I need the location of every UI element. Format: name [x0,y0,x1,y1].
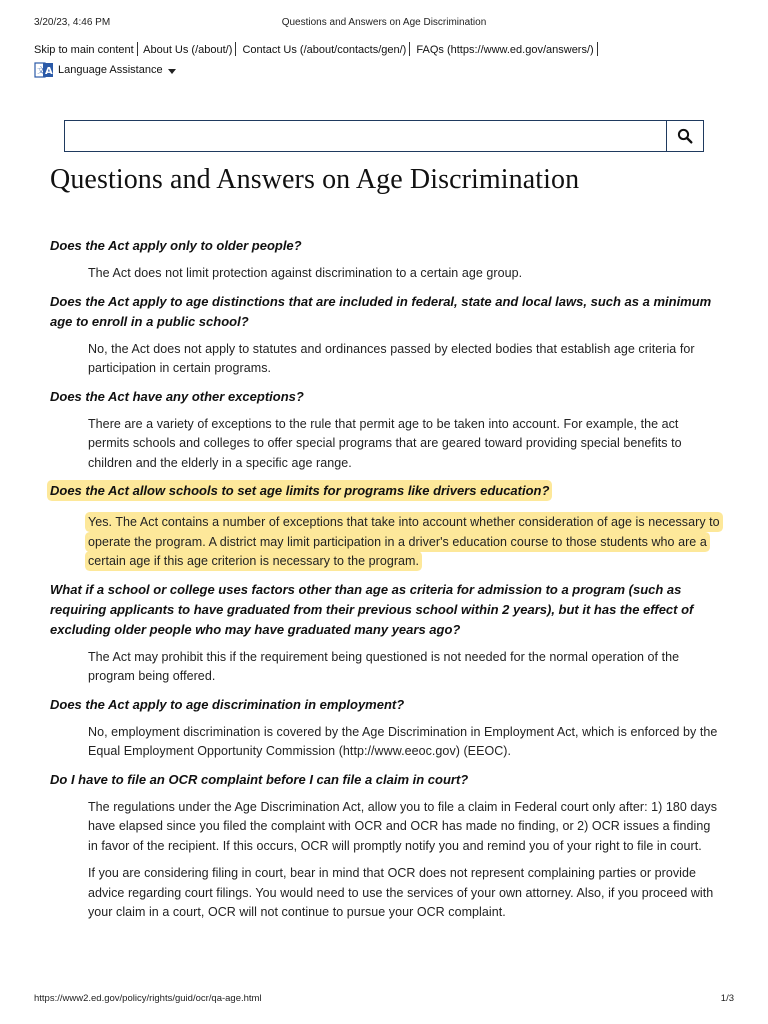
search-icon [677,128,693,144]
answer: The Act does not limit protection against discrimination to a certain age group. [88,266,523,280]
question: Does the Act apply to age discrimination in employment? [50,696,405,712]
nav-separator [597,42,598,56]
search-button[interactable] [666,121,703,151]
answer: The regulations under the Age Discrimination Act, allow you to file a claim in Federal court only after: 1) 180 days have elapsed since you filed the complaint with OCR and OCR has made no finding, or 2) OCR issues a finding in favor of the recipient. If this occurs, OCR will promptly notify you and remind you of your right to file in court. [88,799,718,853]
qa-item [50,695,720,762]
question: Does the Act apply to age distinctions that are included in federal, state and local laws, such as a minimum age to enroll in a public school? [50,293,712,329]
highlighted-question: Does the Act allow schools to set age limits for programs like drivers education? [50,483,550,498]
qa-item [50,770,720,923]
qa-item [50,292,720,379]
svg-text:A: A [45,66,53,77]
qa-item [50,580,720,687]
caret-down-icon [168,69,176,74]
utility-nav [34,42,601,56]
search-bar [64,120,704,152]
print-url: https://www2.ed.gov/policy/rights/guid/ocr/qa-age.html [34,993,262,1004]
print-datetime: 3/20/23, 4:46 PM [34,17,111,28]
page-title: Questions and Answers on Age Discrimination [50,164,580,195]
question: What if a school or college uses factors other than age as criteria for admission to a program (such as requiring applicants to have graduated from their previous school within 2 years), but it has the effect of excluding older people who may have graduated many years ago? [50,581,694,637]
svg-text:文: 文 [37,66,45,75]
contact-us-link[interactable]: Contact Us (/about/contacts/gen/) [242,44,407,56]
print-footer [34,993,734,1004]
translate-icon [34,60,54,80]
qa-item-highlighted [50,481,720,572]
print-title: Questions and Answers on Age Discrimination [281,17,487,28]
qa-item [50,387,720,474]
answer: There are a variety of exceptions to the rule that permit age to be taken into account. For example, the act permits schools and colleges to offer special programs that are geared toward providing special benefits to children and the elderly in a specific age range. [88,416,682,470]
answer: No, employment discrimination is covered by the Age Discrimination in Employment Act, which is enforced by the Equal Employment Opportunity Commission (http://www.eeoc.gov) (EEOC). [88,724,718,758]
nav-separator [137,42,138,56]
skip-to-main-link[interactable]: Skip to main content [34,44,134,56]
about-us-link[interactable]: About Us (/about/) [143,44,233,56]
nav-separator [409,42,410,56]
answer: The Act may prohibit this if the requirement being questioned is not needed for the normal operation of the program being offered. [88,649,680,683]
question: Does the Act have any other exceptions? [50,388,304,404]
faqs-link[interactable]: FAQs (https://www.ed.gov/answers/) [416,44,594,56]
nav-separator [235,42,236,56]
search-input[interactable] [65,121,666,151]
language-assistance-label: Language Assistance [58,64,163,76]
answer: If you are considering filing in court, bear in mind that OCR does not represent complaining parties or provide advice regarding court filings. You would need to use the services of your own attorney. Also, if you proceed with your claim in a court, OCR will not continue to pursue your OCR complaint. [88,866,714,919]
question: Does the Act apply only to older people? [50,238,302,253]
language-assistance-dropdown[interactable] [34,60,176,80]
answer: No, the Act does not apply to statutes and ordinances passed by elected bodies that establish age criteria for participation in certain programs. [88,341,695,375]
page-number: 1/3 [720,993,734,1004]
qa-list [50,236,720,931]
highlighted-answer: Yes. The Act contains a number of exceptions that take into account whether consideration of age is necessary to operate the program. A district may limit participation in a driver's education course to those students who are a certain age if this age criterion is necessary to the program. [88,515,720,568]
question: Do I have to file an OCR complaint before I can file a claim in court? [50,771,469,787]
print-header [34,17,734,31]
qa-item [50,236,720,284]
